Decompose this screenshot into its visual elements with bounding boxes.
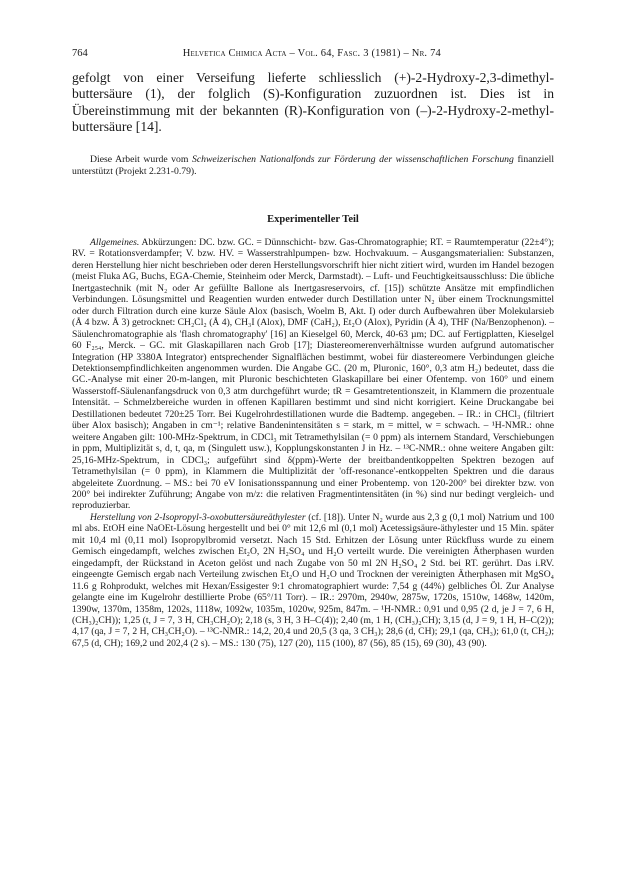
procedure-text: (cf. [18]). Unter N₂ wurde aus 2,3 g (0,1 mol) Natrium und 100 ml abs. EtOH eine NaOEt-Lösung hergestellt und bei 0° mit 12,6 ml (0,1 mol) Acetessigsäure-äthylester und 15 Min. später mit 10,4 ml (0,11 mol) Isopropylbromid versetzt. Nach 15 Std. Erhitzen der Lösung unter Rückfluss wurde zu einem Gemisch eingedampft, welches zwischen Et₂O, 2N H₂SO₄ und H₂O verteilt wurde. Die vereinigten Ätherphasen wurden eingedampft, der Rückstand in Aceton gelöst und nach Zugabe von 50 ml 2N H₂SO₄ 2 Std. bei RT. gerührt. Das i.RV. eingeengte Gemisch ergab nach Verteilung zwischen Et₂O und H₂O und Trocknen der vereinigten Ätherphasen mit MgSO₄ 11.6 g Rohprodukt, welches mit Hexan/Essigester 9:1 chromatographiert wurde: 7,54 g (44%) gelbliches Öl. Zur Analyse gelangte eine im Kugelrohr destillierte Probe (65°/11 Torr). – IR.: 2970m, 2940w, 2875w, 1720s, 1510w, 1468w, 1420m, 1390w, 1370m, 1358m, 1202s, 1118w, 1092w, 1035m, 1020w, 925m, 847m. – ¹H-NMR.: 0,91 und 0,95 (2 d, je J = 7, 6 H, (CH₃)₂CH)); 1,25 (t, J = 7, 3 H, CH₃CH₂O); 2,18 (s, 3 H, 3 H–C(4)); 2,40 (m, 1 H, (CH₃)₂CH); 3,15 (d, J = 9, 1 H, H–C(2)); 4,17 (qa, J = 7, 2 H, CH₃CH₂O). – ¹³C-NMR.: 14,2, 20,4 und 20,5 (3 qa, 3 CH₃); 28,6 (d, CH); 29,1 (qa, CH₃); 61,0 (t, CH₂); 67,5 (d, CH); 169,2 und 202,4 (2 s). – MS.: 130 (75), 127 (20), 115 (100), 87 (56), 85 (15), 69 (30), 43 (90). xyxy=(72,511,554,649)
section-title: Experimenteller Teil xyxy=(267,214,359,226)
intro-text: gefolgt von einer Verseifung lieferte schliesslich (+)-2-Hydroxy-2,3-dimethyl-buttersäure (1), der folglich (S)-Konfiguration zuzuordnen ist. Dies ist in Übereinstimmung mit der bekannten (R)-Konfiguration von (–)-2-Hydroxy-2-methyl-buttersäure [14]. xyxy=(72,70,554,135)
procedure-paragraph xyxy=(72,512,554,649)
general-lead: Allgemeines. xyxy=(90,237,140,249)
general-text: Abkürzungen: DC. bzw. GC. = Dünnschicht- bzw. Gas-Chromatographie; RT. = Raumtemperatur (22±4°); RV. = Rotationsverdampfer; V. bzw. HV. = Wasserstrahlpumpen- bzw. Hochvakuum. – Ausgangsmaterialien: Substanzen, deren Herstellung hier nicht beschrieben oder deren Herstellungsvorschrift hier nicht zitiert wird, wurden im Handel bezogen (meist Fluka AG, Buchs, EGA-Chemie, Steinheim oder Merck, Darmstadt). – Luft- und Feuchtigkeitsausschluss: Die übliche Inertgastechnik (mit N₂ oder Ar gefüllte Ballone als Inertgasreservoirs, cf. [15]) schützte Ansätze mit empfindlichen Verbindungen. Lösungsmittel und Reagentien wurden entweder durch Destillation unter N₂ über einem Trocknungsmittel oder durch Filtration durch eine kurze Säule Alox (basisch, Woelm B, Akt. I) oder durch Aufbewahren über Molekularsieb (Å 4 bzw. Å 3) getrocknet: CH₂Cl₂ (Å 4), CH₃I (Alox), DMF (CaH₂), Et₂O (Alox), Pyridin (Å 4), THF (Na/Benzophenon). – Säulenchromatographie als 'flash chromatography' [16] an Kieselgel 60, Merck, 40-63 µm; DC. auf Fertigplatten, Kieselgel 60 F₂₅₄, Merck. – GC. mit Glaskapillaren nach Grob [17]; Diastereomerenverhältnisse wurden aufgrund automatischer Integration (HP 3380A Integrator) entsprechender Signalflächen bestimmt, wobei für diastereomere Verbindungen gleiche Detektionsempfindlichkeiten angenommen wurden. Die Angabe GC. (20 m, Pluronic, 160°, 0,3 atm H₂) bedeutet, dass die GC.-Analyse mit einer 20-m-langen, mit Pluronic beschichteten Glaskapillare bei einer Ofentemp. von 160° und einem Wasserstoff-Säulenanfangsdruck von 0,3 atm durchgeführt wurde; tR = Gesamtretentionszeit, in Klammern die prozentuale Intensität. – Schmelzbereiche wurden in offenen Kapillaren bestimmt und sind nicht korrigiert. Keine Druckangabe bei Destillationen bedeutet 720±25 Torr. Bei Kugelrohrdestillationen wurde die Badtemp. angegeben. – IR.: in CHCl₃ (filtriert über Alox basisch); Angaben in cm⁻¹; relative Bandenintensitäten s = stark, m = mittel, w = schwach. – ¹H-NMR.: ohne weitere Angaben gilt: 100-MHz-Spektrum, in CDCl₃ mit Tetramethylsilan (= 0 ppm) als internem Standard, Verschiebungen in ppm, Multiplizität s, d, t, qa, m (Singulett usw.), Kopplungskonstanten J in Hz. – ¹³C-NMR.: ohne weitere Angaben gilt: 25,16-MHz-Spektrum, in CDCl₃; aufgeführt sind δ(ppm)-Werte der breitbandentkoppelten Spektren bezogen auf Tetramethylsilan (= 0 ppm), in Klammern die Multiplizität der 'off-resonance'-entkoppelten Spektren und die daraus abgeleitete Zuordnung. – MS.: bei 70 eV Ionisationsspannung und einer Probentemp. von 120-200° bei direkter bzw. von 200° bei indirekter Zuführung; Angabe von m/z: die relativen Fragmentintensitäten (in %) sind nur bedingt vergleich- und reproduzierbar. xyxy=(72,237,554,512)
running-header xyxy=(72,48,554,64)
acknowledgement-text xyxy=(72,154,554,178)
page-number: 764 xyxy=(72,48,88,59)
procedure-lead: Herstellung von 2-Isopropyl-3-oxobuttersäureäthylester xyxy=(90,511,306,523)
intro-paragraph xyxy=(72,70,554,136)
ack-tail: finanziell unterstützt (Projekt 2.231-0.79). xyxy=(72,153,555,177)
experimental-body xyxy=(72,237,554,649)
ack-lead: Diese Arbeit wurde vom xyxy=(90,153,189,165)
journal-title: Helvetica Chimica Acta – Vol. 64, Fasc. 3 (1981) – Nr. 74 xyxy=(182,48,441,59)
ack-foundation: Schweizerischen Nationalfonds zur Förderung der wissenschaftlichen Forschung xyxy=(191,153,514,165)
journal-page xyxy=(72,48,554,649)
acknowledgement xyxy=(72,154,554,178)
general-paragraph xyxy=(72,237,554,512)
